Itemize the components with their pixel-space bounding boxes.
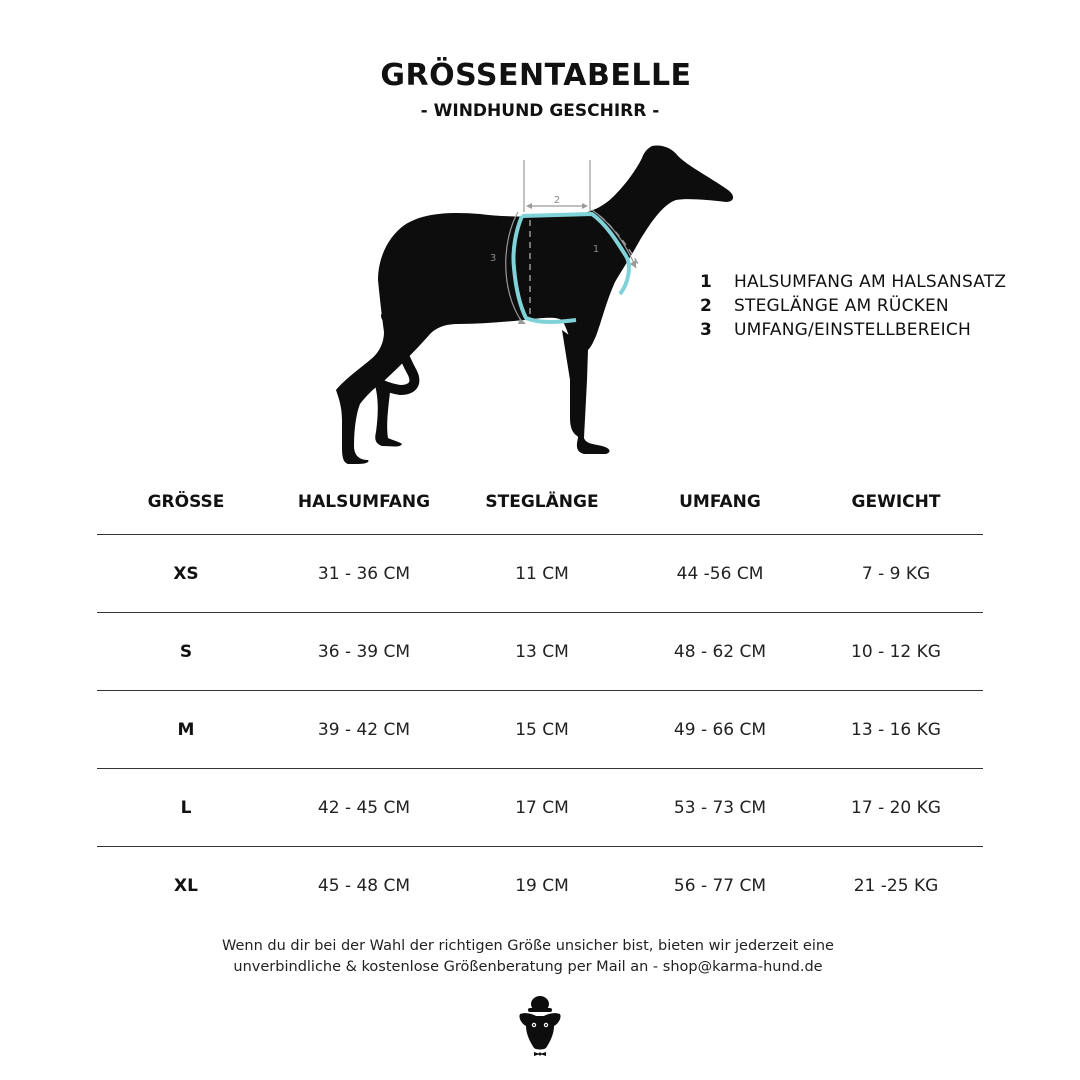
cell-weight: 13 - 16 KG [851,719,941,740]
table-row [97,535,983,613]
legend-text: STEGLÄNGE AM RÜCKEN [734,296,949,316]
table-row [97,691,983,769]
page-title: GRÖSSENTABELLE [380,58,692,93]
cell-length: 15 CM [515,719,569,740]
cell-weight: 21 -25 KG [853,875,939,896]
greyhound-silhouette-icon [336,145,733,464]
table-row [97,847,983,924]
table-row [97,769,983,847]
cell-neck: 39 - 42 CM [317,719,411,740]
diagram-label-2: 2 [553,195,561,206]
cell-girth: 48 - 62 CM [673,641,767,662]
column-header-girth: UMFANG [679,492,761,512]
legend-text: HALSUMFANG AM HALSANSATZ [734,272,1007,292]
column-header-weight: GEWICHT [851,492,941,512]
cell-size: XS [173,563,199,584]
dog-head-logo-icon [512,992,568,1058]
cell-length: 13 CM [515,641,569,662]
cell-weight: 7 - 9 KG [861,563,931,584]
measurement-legend [700,270,1060,342]
footer-line-2: unverbindliche & kostenlose Größenberatung per Mail an - shop@karma-hund.de [233,959,823,975]
cell-length: 19 CM [515,875,569,896]
diagram-label-3: 3 [489,253,497,264]
table-row [97,613,983,691]
legend-text: UMFANG/EINSTELLBEREICH [734,320,971,340]
legend-item [700,318,1060,342]
legend-number: 2 [700,296,712,316]
cell-size: S [179,641,193,662]
cell-size: L [180,797,192,818]
greyhound-harness-diagram [330,140,750,470]
cell-neck: 36 - 39 CM [317,641,411,662]
cell-length: 11 CM [515,563,569,584]
cell-weight: 10 - 12 KG [851,641,941,662]
cell-size: M [177,719,195,740]
legend-item [700,294,1060,318]
cell-size: XL [174,875,198,896]
size-table [97,470,983,924]
cell-neck: 31 - 36 CM [317,563,411,584]
page-subtitle: - WINDHUND GESCHIRR - [420,101,660,121]
legend-number: 3 [700,320,712,340]
legend-number: 1 [700,272,712,292]
cell-girth: 44 -56 CM [676,563,764,584]
legend-item [700,270,1060,294]
cell-weight: 17 - 20 KG [851,797,941,818]
cell-neck: 42 - 45 CM [317,797,411,818]
table-header-row [97,470,983,535]
cell-girth: 49 - 66 CM [673,719,767,740]
diagram-label-1: 1 [592,244,600,255]
cell-neck: 45 - 48 CM [317,875,411,896]
column-header-size: GRÖSSE [147,492,225,512]
footer-note [0,936,1056,978]
column-header-neck: HALSUMFANG [297,492,431,512]
cell-girth: 53 - 73 CM [673,797,767,818]
footer-line-1: Wenn du dir bei der Wahl der richtigen Größe unsicher bist, bieten wir jederzeit eine [222,938,834,954]
cell-girth: 56 - 77 CM [673,875,767,896]
column-header-length: STEGLÄNGE [485,492,599,512]
cell-length: 17 CM [515,797,569,818]
